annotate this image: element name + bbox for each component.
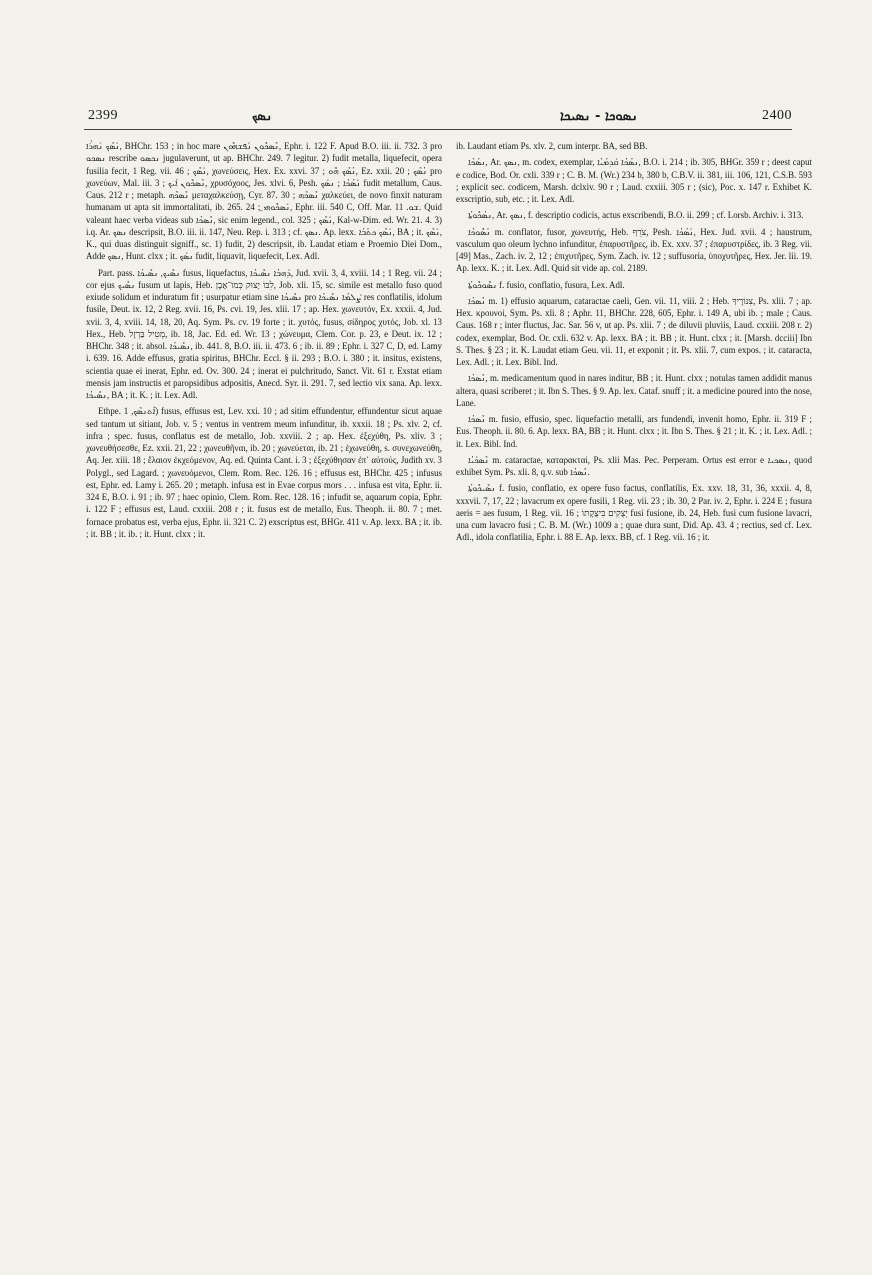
right-column — [456, 140, 812, 1160]
header-rule — [84, 129, 792, 130]
entry-paragraph: ܢܣܽܘܟܽܘܬܳܐ f. fusio, conflatio, fusura, Lex. Adl. — [468, 279, 625, 290]
entry-paragraph: ܢܣܺܝܟܽܘܬܳܐ f. fusio, conflatio, ex opere fuso factus, conflatilis, Ex. xxv. 18, 31, 36, xxxii. 4, 8, xxxvii. 7, 17, 22 ; lavacrum ex opere fusili, 1 Reg. vii. 23 ; ib. 30, 2 Par. iv. 2, Ephr. i. 224 E ; fusura aeris = aes fusum, 1 Reg. vii. 16 ; יְצֻקִים בִּיצֻקָתוֹ fusi fusione, ib. 24, Heb. fusi cum fusione lavacri, una cum lavacro fusi ; C. B. M. (Wr.) 1009 a ; quae dura sunt, Did. Ap. 43. 4 ; rectius, sed cf. Lex. Adl., idola conflatilia, Ephr. i. 88 E. Ap. lexx. BB, cf. 1 Reg. vii. 16 ; it. — [456, 483, 812, 543]
entry-paragraph: ܢܶܣܟܰܝܳܐ m. cataractae, καταρακταί, Ps. xlii Mas. Pec. Perperam. Ortus est error e ܢܣܟܝܐ, quod exhibet Sym. Ps. xli. 8, q.v. sub ܢܶܣܟܳܐ. — [456, 454, 812, 477]
entry-paragraph: ܢܳܣܽܘܟܳܐ m. conflator, fusor, χωνευτής, Heb. צֹרֵף, Pesh. ܢܰܣܳܟܳܐ, Hex. Jud. xvii. 4 ; haustrum, vasculum quo oleum lychno infunditur, ἐπαρυστῆρες, ib. Ex. xxv. 37 ; ἐπαρυστρίδες, ib. 3 Reg. vii. [49] Mas., Zach. iv. 2, 12 ; ἐπιχυτῆρες, Sym. Zach. iv. 12 ; suffusoria, ὑποχυτῆρες, Hex. Jer. lii. 19. Ap. lexx. K. ; it. Lex. Adl. Quid sit vide ap. col. 2189. — [456, 226, 812, 274]
running-head-left: ܢܣܟ — [252, 109, 273, 124]
running-head-right: ܢܣܘܟܐ - ܢܣܝܟܐ — [560, 109, 638, 124]
entry-paragraph: Part. pass. ܢܣܺܝܟ, ܢܣܺܝܟܳܐ fusus, liquefactus, ܕܰܗܒܳܐ ܢܣܺܝܟܳܐ, Jud. xvii. 3, 4, xviii. 14 ; 1 Reg. vii. 24 ; cor ejus ܢܣܺܝܟ fusum ut lapis, Heb. לִבּוֹ יָצוּק כְּמוֹ־אָבֶן, Job. xli. 15, sc. simile est metallo fuso quod exiude solidum et induratum fit ; usurpatur etiam sine ܢܣܺܝܟܳܐ pro ܨܰܠܡܳܐ ܢܣܺܝܟܳܐ res conflatilis, idolum fusile, Deut. ix. 12, 2 Reg. xvii. 16, Ps. cvi. 19, Jes. xlii. 17 ; ap. Hex. χωνευτόν, Ex. xxxii. 4, Jud. xvii. 3, 4, xviii. 14, 18, 20, Aq. Sym. Ps. cv. 19 forte ; it. χυτός, fusus, σίδηρος χυτός, Job. xl. 13 Hex., Heb. מְטִיל בַּרְזֶל, ib. 18, Jac. Ed. ed. Wr. 13 ; χώνευμα, Clem. Cor. p. 23, e Deut. ix. 12 ; BHChr. 348 ; it. absol. ܢܣܺܝܟܳܐ, ib. 441. 8, B.O. iii. ii. 473. 6 ; ib. ii. 89 ; Ephr. i. 327 C, D, ed. Lamy i. 639. 16. Adde effusus, gratia spiritus, BHChr. Eccl. § ii. 293 ; B.O. i. 380 ; it. insitus, existens, scientia quae ei inerat, Ephr. ed. Ov. 300. 24 ; inerat ei pulchritudo, Sanct. Vit. 61 r. Exstat etiam mensis jam instructis et paropsidibus adpositis, Anecd. Syr. ii. 291. 7, sed lectio vix sana. Ap. lexx. ܢܣܺܝܟܳܐ, BA ; it. K. ; it. Lex. Adl. — [86, 267, 442, 400]
left-column — [86, 140, 442, 1160]
entry-paragraph: ܢܣܳܟܳܐ, Ar. ܢܣܟ, m. codex, exemplar, ܢܣܳܟܳܐ ܩܰܕܡܳܝܳܐ, B.O. i. 214 ; ib. 305, BHGr. 359 r ; deest caput e codice, Bod. Or. cxli. 339 r ; C. B. M. (Wr.) 234 b, 380 b, C.B.V. ii. 381, iii. 106, 121, C.S.B. 593 ; explicit sec. codicem, Marsh. dclxiv. 90 r ; Laud. cxxiii. 305 r ; (sic), Poc. x. 147 r. Exhibet K. exscriptio, sub, etc. ; it. Lex. Adl. — [456, 157, 812, 204]
page-number-right: 2400 — [762, 108, 792, 123]
entry-paragraph: ܢܣܳܟܽܘܬܳܐ, Ar. ܢܣܟ, f. descriptio codicis, actus exscribendi, B.O. ii. 299 ; cf. Lorsb. Archiv. i. 313. — [468, 210, 804, 221]
page-header — [84, 108, 792, 130]
entry-paragraph: ܢܶܣܟܳܐ m. fusio, effusio, spec. liquefactio metalli, ars fundendi, invenit homo, Ephr. ii. 319 F ; Eus. Theoph. ii. 80. 6. Ap. lexx. BA, BB ; it. Hunt. clxx ; it. Ibn S. Thes. § 21 ; it. K. ; it. Lex. Adl. ; it. Lex. Bibl. Ind. — [456, 414, 812, 449]
entry-paragraph: Ethpe. ܐܶܬܢܣܶܟ, 1) fusus, effusus est, Lev. xxi. 10 ; ad sitim effundentur, effundentur sicut aquae sed tantum ut sitiant, Job. v. 5 ; ventus in ventrem meum infunditur, ib. xxxii. 18 ; Ps. xlv. 2, cf. infra ; spec. fusus, conflatus est de metallo, Job. xxviii. 2 ; ap. Hex. ἐξεχύθη, Ps. xliv. 3 ; χωνευθήσεσθε, Ez. xxii. 21, 22 ; χωνευθῆναι, ib. 20 ; χωνεύεται, ib. 21 ; ἐχωνεύθη, s. συνεχωνεύθη, Aq. Jer. xiii. 18 ; ἔλαιον ἐκχεόμενον, Aq. ed. Quinta Cant. i. 3 ; ἐξεχύθησαν ἐπ᾽ αὐτούς, Judith xv. 3 Polygl., sed Lagard. ; χωνευόμενοι, Clem. Rom. Rec. 126. 16 ; effusus est, BHChr. 425 ; infusus est, Ephr. ed. Lamy i. 265. 20 ; metaph. infusa est in Evae corpus mors . . . infusa est vita, Ephr. ii. 324 E, B.O. i. 91 ; ib. 97 ; haec opinio, Clem. Rom. Rec. 128. 16 ; infudit se, aquarum copia, Ephr. i. 122 F ; effusus est, Laud. cxxiii. 208 r ; it. fusus est de metallo, Eus. Theoph. ii. 80. 7 ; met. fornace probatus est, verba ejus, Ephr. ii. 321 C. 2) exscriptus est, BHGr. 411 v. Ap. lexx. BA ; it. ib. ; it. BB ; it. ib. ; it. Hunt. clxx ; it. — [86, 406, 442, 539]
page-number-left: 2399 — [88, 108, 118, 123]
entry-paragraph: ܢܰܣܶܟ ܢܰܗܪܳܐ, BHChr. 153 ; in hoc mare ܢܶܣܟܽܘܢ ܢܰܦܫܗܽܘܢ, Ephr. i. 122 F. Apud B.O. iii. ii. 732. 3 pro ܢܣܟܘ rescribe ܢܟܣܘ jugulaverunt, ut ap. BHChr. 249. 7 legitur. 2) fudit metalla, liquefecit, opera fusilia fecit, 1 Reg. vii. 46 ; ܢܰܣܶܟ, χωνεύσεις, Hex. Ex. xxvi. 37 ; ܢܳܣܶܟ ܗܽܘ, Ez. xxii. 20 ; ܢܳܣܶܟ pro χωνεύων, Mal. iii. 3 ; ܢܶܣܟܽܘܢ ܐܰܝܟ, χρυσόχοος, Jes. xlvi. 6, Pesh. ܢܰܣܳܟܳܐ ; ܢܣܰܟ fudit metallum, Caus. Caus. 212 r ; metaph. ܢܶܣܟܶܗ μεταχαλκεύσῃ, Cyr. 87. 30 ; ܢܶܣܟܶܗ χαλκεύει, de novo finxit naturam humanam ut apta sit immortalitati, ib. 265. 24 ; ܢܰܣܟܽܘܗ̱ܝ, Ephr. iii. 540 C, Off. Mar. ܫܘ. 11. Quid valeant haec verba videas sub ܢܶܣܟܳܐ, sic enim legend., col. 325 ; ܢܰܣܶܟ, Kal-w-Dim. ed. Wr. 21. 4. 3) i.q. Ar. ܢܣܟ descripsit, B.O. iii. ii. 147, Neu. Rep. i. 313 ; cf. ܢܣܟ. Ap. lexx. ܢܰܣܶܟ ܟܬܳܒܳܐ, BA ; it. ܢܰܣܶܟ, K., qui duas distinguit signiff., sc. 1) fudit, 2) descripsit, ib. Laudat etiam e Proemio Diei Dom., Adde ܢܣܟ, Hunt. clxx ; it. ܢܣܰܟ fudit, liquavit, liquefecit, Lex. Adl. — [86, 141, 442, 262]
entry-paragraph: ܢܶܣܟܳܐ, m. medicamentum quod in nares inditur, BB ; it. Hunt. clxx ; notulas tamen addidit manus altera, quasi scriberet ; it. Ibn S. Thes. § 9. Ap. lex. Cataf. snuff ; it. a medicine poured into the nose, Lane. — [456, 373, 812, 408]
entry-paragraph: ib. Laudant etiam Ps. xlv. 2, cum interpr. BA, sed BB. — [456, 141, 648, 151]
entry-paragraph: ܢܶܣܟܳܐ m. 1) effusio aquarum, cataractae caeli, Gen. vii. 11, viii. 2 ; Heb. צִנּוֹרֶיךָ, Ps. xlii. 7 ; ap. Hex. κρουνοί, Sym. Ps. xli. 8 ; Aphr. 11, BHChr. 228, 605, Ephr. i. 149 A, ubi ib. ; male ; Caus. Caus. 168 r ; inter fluctus, Jac. Sar. 56 v, ut ap. Ps. xlii. 7 ; de diluvii pluviis, Laud. cxxiii. 208 r. 2) codex, exemplar, Bod. Or. cxli. 632 v. Ap. lexx. BA ; it. BB ; it. Hunt. clxx ; it. [Marsh. dcciii] Ibn S. Thes. § 23 ; it. K. Laudat etiam Geu. vii. 11, et exponit ; it. Ps. xlii. 7, cum expos. ; it. cataracta, Lex. Adl. ; it. Lex. Bibl. Ind. — [456, 295, 812, 367]
